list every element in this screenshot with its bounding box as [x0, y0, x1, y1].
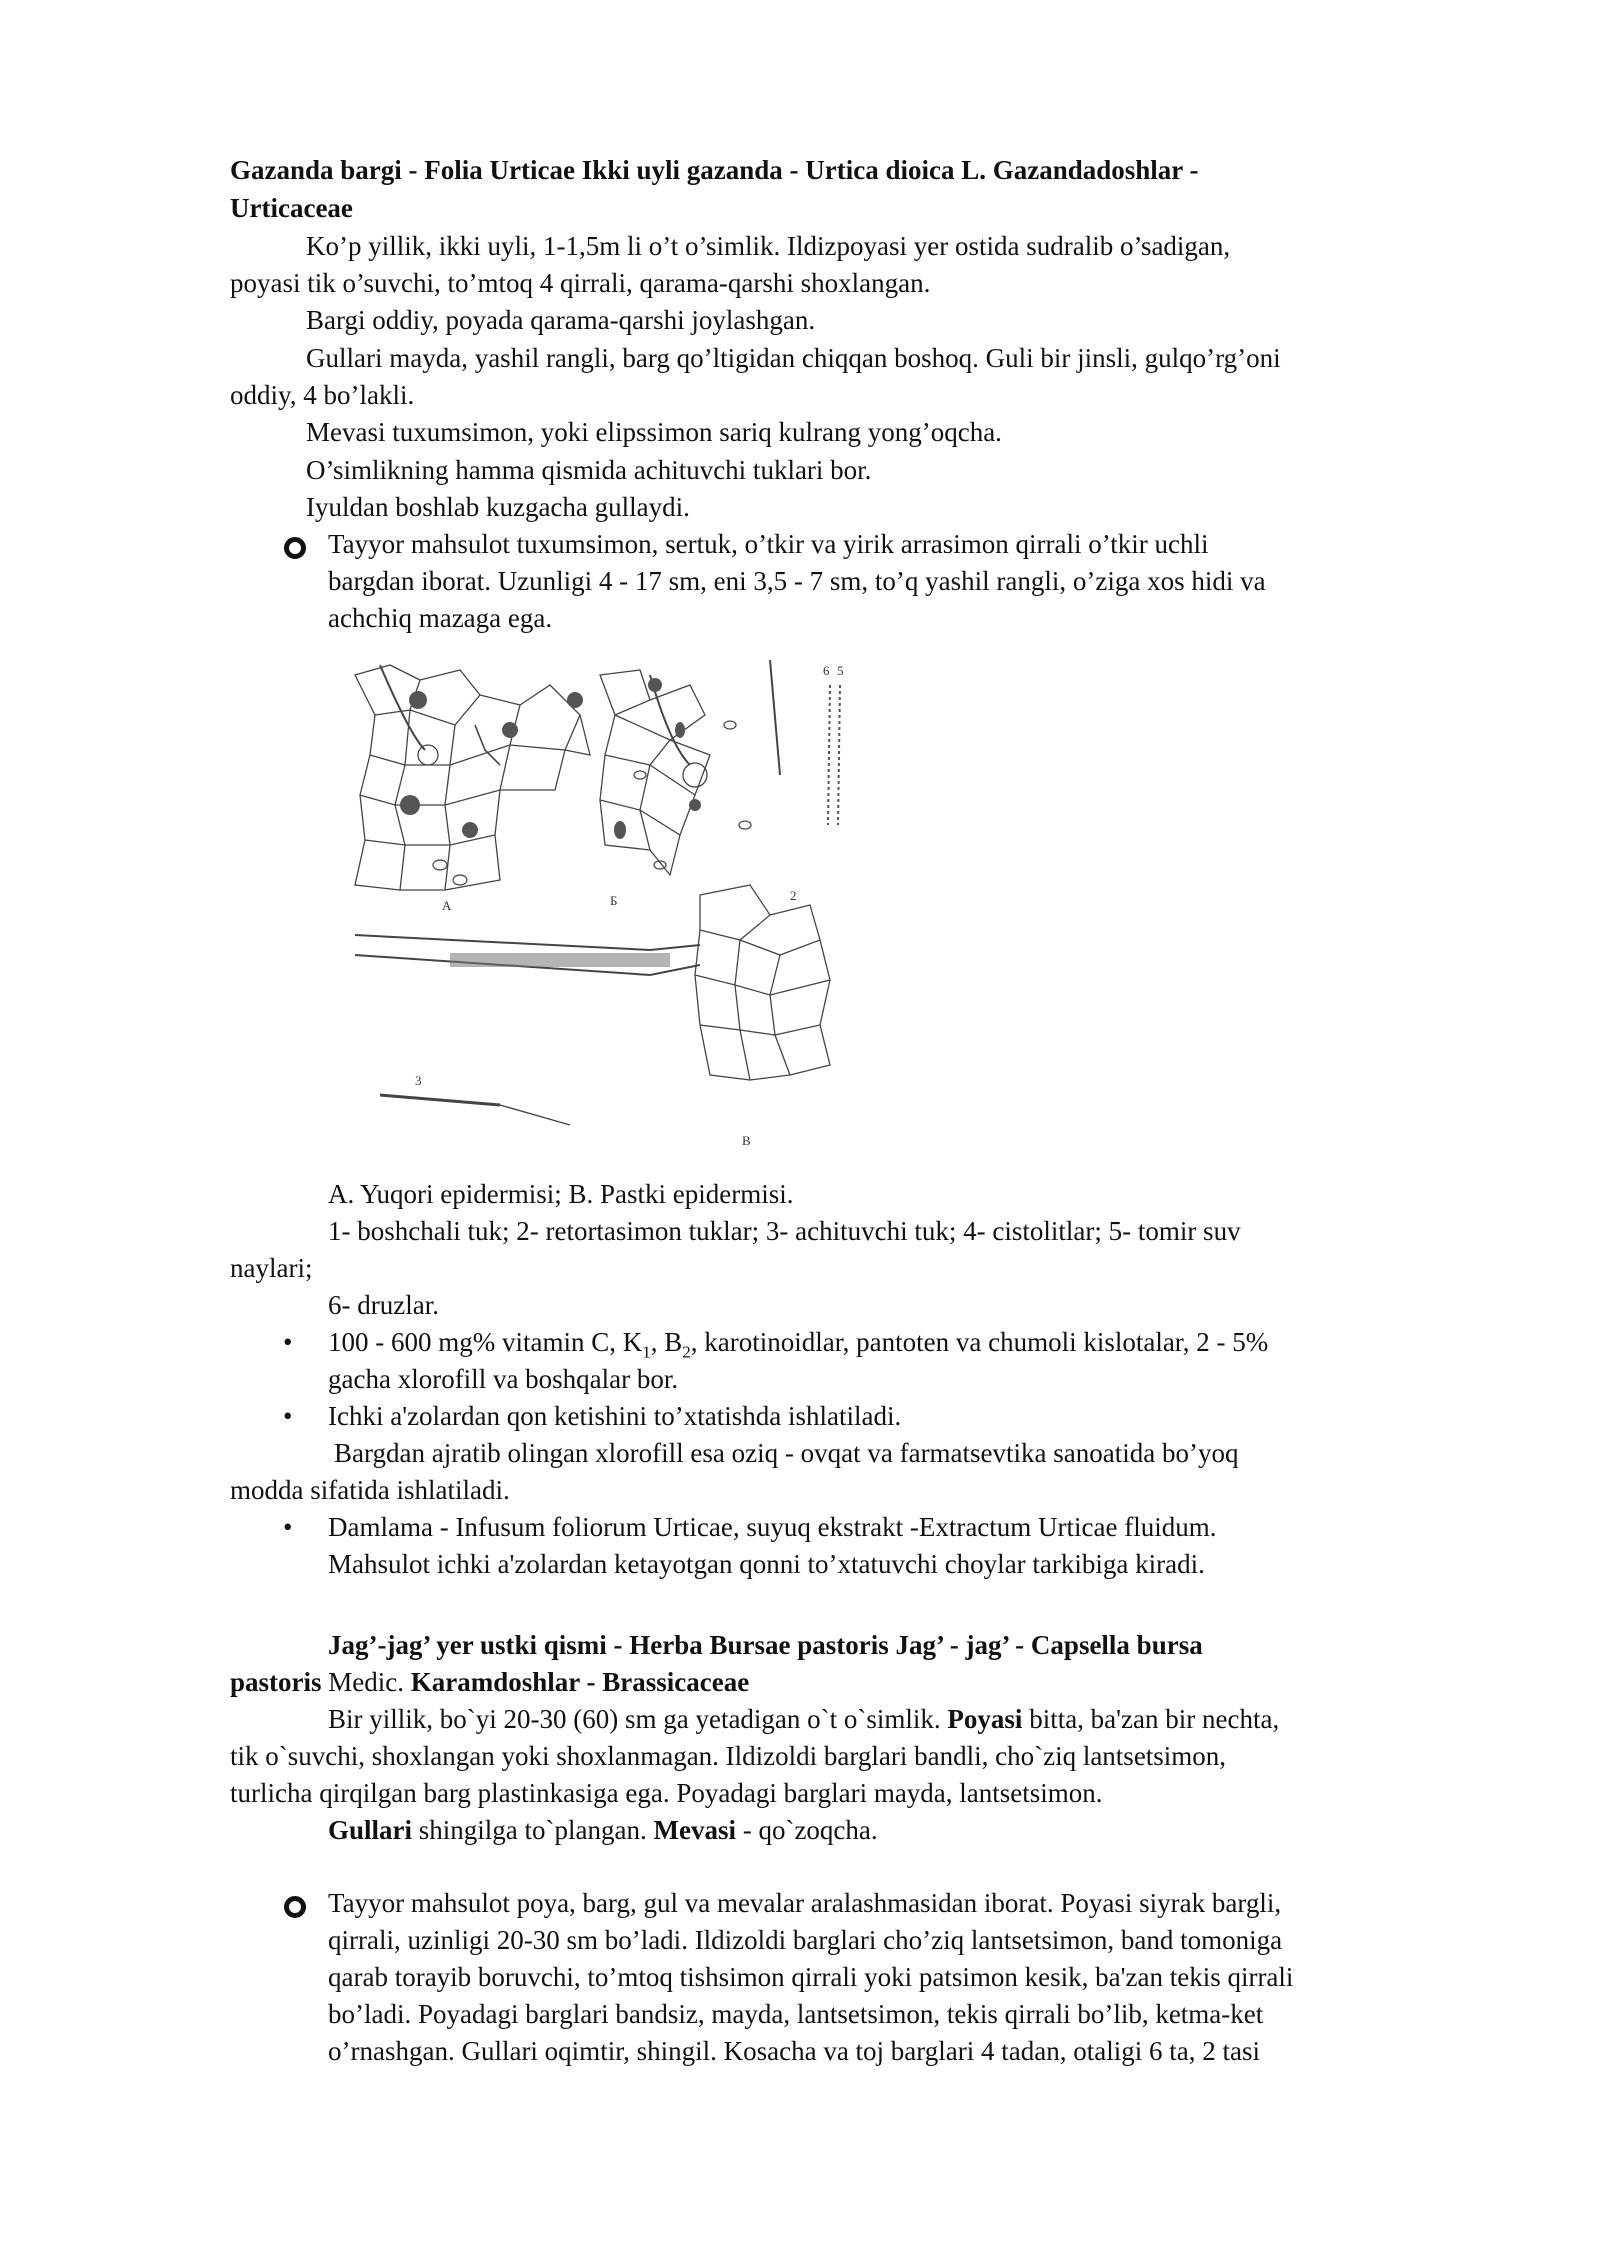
paragraph: Bir yillik, bo`yi 20-30 (60) sm ga yetadigan o`t o`simlik. Poyasi bitta, ba'zan bir nechta,	[328, 1704, 1280, 1734]
dot-bullet-icon: •	[283, 1512, 293, 1542]
paragraph: turlicha qirqilgan barg plastinkasiga ega. Poyadagi barglari mayda, lantsetsimon.	[230, 1778, 1103, 1808]
paragraph: oddiy, 4 bo’lakli.	[230, 380, 415, 410]
dot-bullet-icon: •	[283, 1327, 293, 1357]
bullet-text: qarab torayib boruvchi, to’mtoq tishsimon qirrali yoki patsimon kesik, ba'zan tekis qirrali	[328, 1962, 1294, 1992]
epidermis-illustration	[350, 655, 910, 1155]
bullet-text: Tayyor mahsulot tuxumsimon, sertuk, o’tkir va yirik arrasimon qirrali o’tkir uchli	[328, 529, 1209, 559]
section2-title-line1: Jag’-jag’ yer ustki qismi - Herba Bursae pastoris Jag’ - jag’ - Capsella bursa	[328, 1630, 1203, 1660]
figure-label-6: 6	[823, 663, 830, 678]
figure-label-2: 2	[790, 888, 797, 903]
paragraph: Bargi oddiy, poyada qarama-qarshi joylashgan.	[306, 305, 816, 335]
paragraph: Gullari shingilga to`plangan. Mevasi - qo`zoqcha.	[328, 1815, 878, 1845]
dot-bullet-icon: •	[283, 1401, 293, 1431]
section1-title-line2: Urticaceae	[230, 193, 353, 223]
bullet-text: gacha xlorofill va boshqalar bor.	[328, 1364, 679, 1394]
paragraph: modda sifatida ishlatiladi.	[230, 1475, 510, 1505]
paragraph: Gullari mayda, yashil rangli, barg qo’ltigidan chiqqan boshoq. Guli bir jinsli, gulqo’rg’oni	[306, 343, 1281, 373]
bullet-text: 100 - 600 mg% vitamin C, $K_1$, $B_2$, karotinoidlar, pantoten va chumoli kislotalar, 2 - 5%	[328, 1327, 1269, 1362]
figure-caption: 1- boshchali tuk; 2- retortasimon tuklar; 3- achituvchi tuk; 4- cistolitlar; 5- tomir suv	[328, 1216, 1241, 1246]
paragraph: Bargdan ajratib olingan xlorofill esa oziq - ovqat va farmatsevtika sanoatida bo’yoq	[334, 1438, 1239, 1468]
bullet-text: bargdan iborat. Uzunligi 4 - 17 sm, eni 3,5 - 7 sm, to’q yashil rangli, o’ziga xos hidi va	[328, 566, 1266, 596]
bullet-text: bo’ladi. Poyadagi barglari bandsiz, mayda, lantsetsimon, tekis qirrali bo’lib, ketma-ket	[328, 1999, 1264, 2029]
bullet-text: achchiq mazaga ega.	[328, 603, 553, 633]
figure-label-3: 3	[415, 1073, 422, 1088]
figure-caption: naylari;	[230, 1253, 313, 1283]
ring-bullet-icon	[284, 537, 306, 559]
section1-title-line1: Gazanda bargi - Folia Urticae Ikki uyli gazanda - Urtica dioica L. Gazandadoshlar -	[230, 155, 1199, 185]
figure-label-v: В	[742, 1133, 751, 1148]
paragraph: tik o`suvchi, shoxlangan yoki shoxlanmagan. Ildizoldi barglari bandli, cho`ziq lantsetsimon,	[230, 1741, 1227, 1771]
section2-title-line2: pastoris Medic. Karamdoshlar - Brassicaceae	[230, 1667, 750, 1697]
paragraph: poyasi tik o’suvchi, to’mtoq 4 qirrali, qarama-qarshi shoxlangan.	[230, 268, 931, 298]
bullet-text: o’rnashgan. Gullari oqimtir, shingil. Kosacha va toj barglari 4 tadan, otaligi 6 ta, 2 tasi	[328, 2036, 1260, 2066]
figure-caption: 6- druzlar.	[328, 1290, 439, 1320]
figure-label-5: 5	[837, 663, 844, 678]
bullet-text: qirrali, uzinligi 20-30 sm bo’ladi. Ildizoldi barglari cho’ziq lantsetsimon, band tomoniga	[328, 1925, 1283, 1955]
paragraph: Iyuldan boshlab kuzgacha gullaydi.	[306, 492, 690, 522]
bullet-text: Damlama - Infusum foliorum Urticae, suyuq ekstrakt -Extractum Urticae fluidum.	[328, 1512, 1217, 1542]
ring-bullet-icon	[284, 1896, 306, 1918]
bullet-text: Mahsulot ichki a'zolardan ketayotgan qonni to’xtatuvchi choylar tarkibiga kiradi.	[328, 1549, 1205, 1579]
figure-caption: A. Yuqori epidermisi; B. Pastki epidermisi.	[328, 1179, 794, 1209]
paragraph: Mevasi tuxumsimon, yoki elipssimon sariq kulrang yong’oqcha.	[306, 417, 1002, 447]
figure-label-a: А	[442, 898, 452, 913]
figure-label-b: Б	[610, 893, 618, 908]
bullet-text: Tayyor mahsulot poya, barg, gul va mevalar aralashmasidan iborat. Poyasi siyrak bargli,	[328, 1888, 1282, 1918]
bullet-text: Ichki a'zolardan qon ketishini to’xtatishda ishlatiladi.	[328, 1401, 902, 1431]
paragraph: O’simlikning hamma qismida achituvchi tuklari bor.	[306, 455, 872, 485]
paragraph: Ko’p yillik, ikki uyli, 1-1,5m li o’t o’simlik. Ildizpoyasi yer ostida sudralib o’sadigan,	[306, 231, 1231, 261]
